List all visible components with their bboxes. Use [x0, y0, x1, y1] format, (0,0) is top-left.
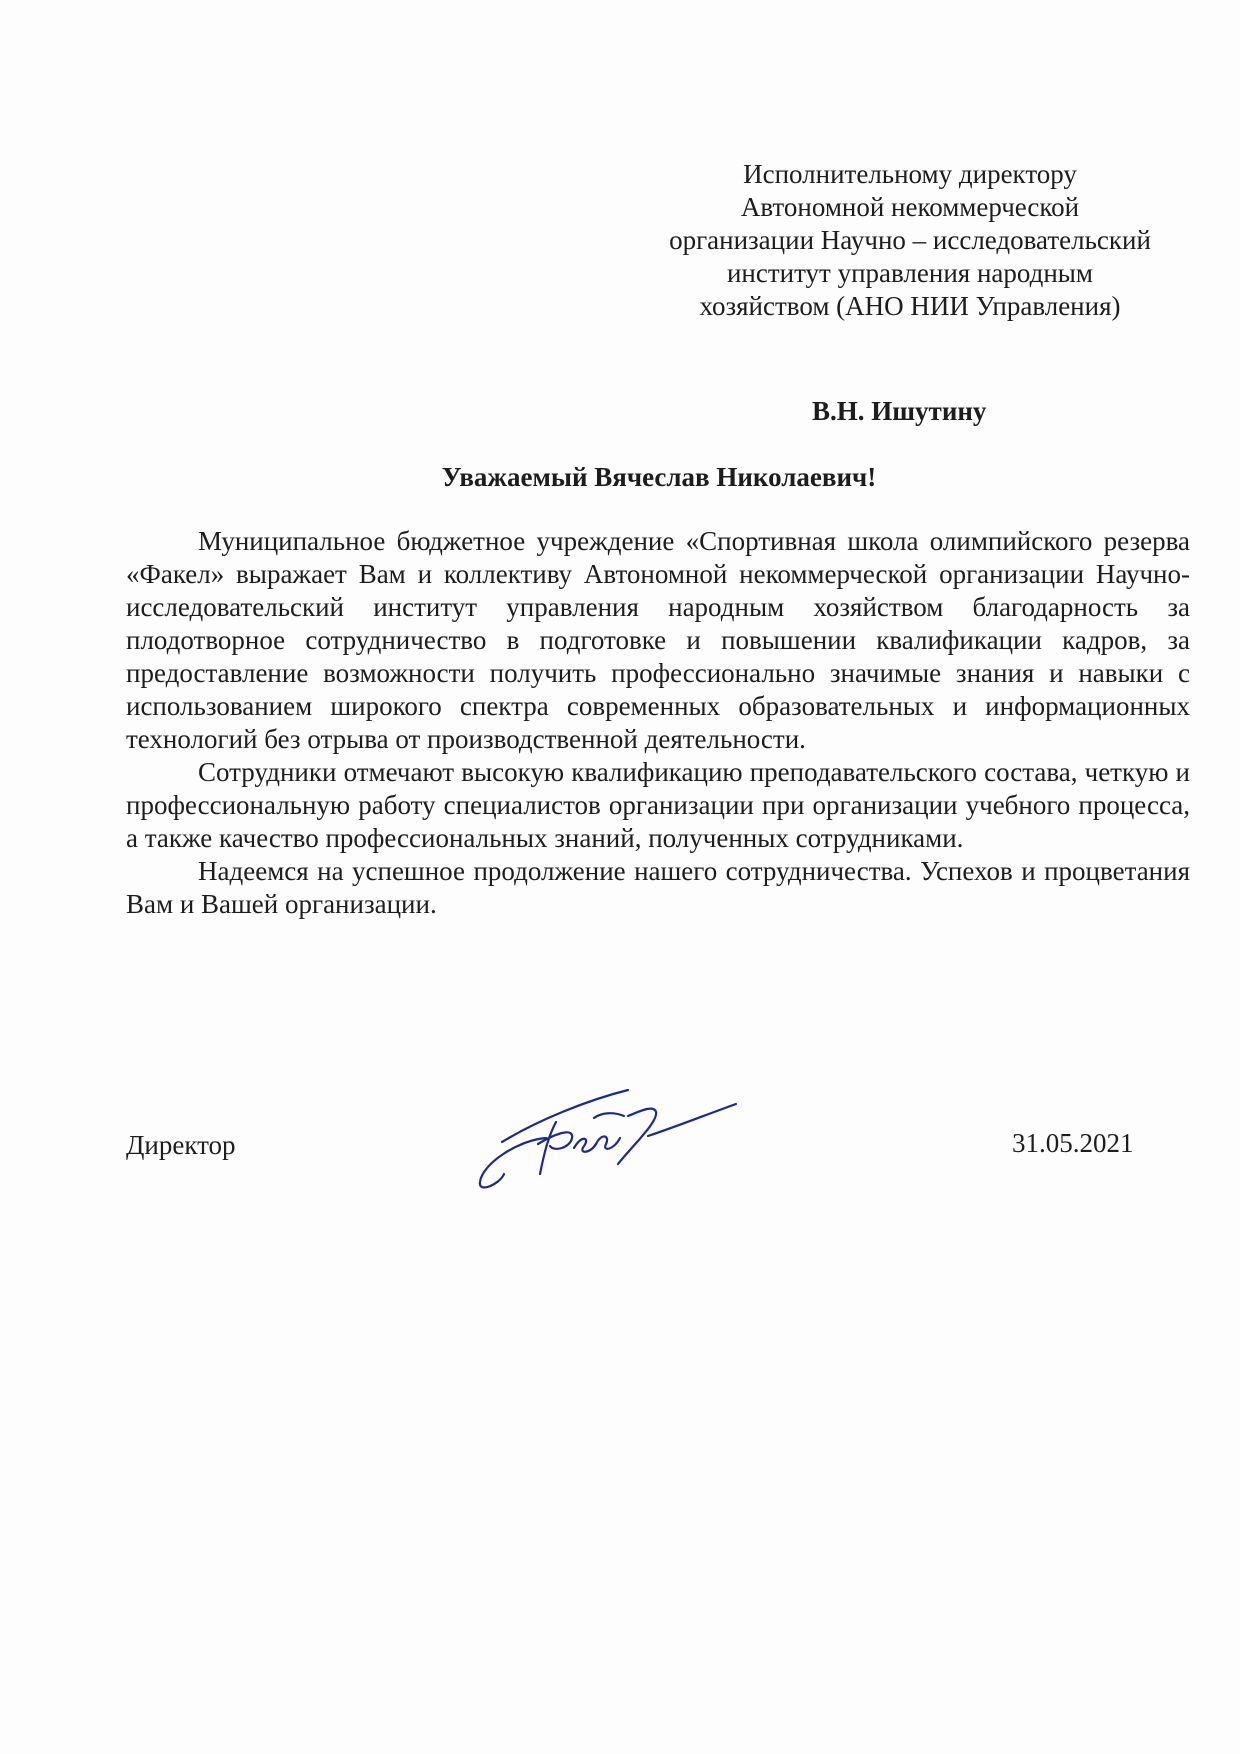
addressee-line: хозяйством (АНО НИИ Управления): [699, 291, 1121, 321]
letter-date: 31.05.2021: [1012, 1128, 1134, 1158]
letter-body: [126, 525, 1190, 921]
signature-stroke: [596, 1136, 620, 1148]
handwritten-signature: [478, 1082, 818, 1194]
addressee-block: [620, 158, 1200, 323]
addressee-line: институт управления народным: [726, 258, 1094, 288]
signature-stroke: [480, 1138, 546, 1187]
body-paragraph: Надеемся на успешное продолжение нашего сотрудничества. Успехов и процветания Вам и Вашей организации.: [126, 856, 1190, 919]
signature-title: Директор: [126, 1130, 236, 1160]
signature-stroke: [648, 1104, 736, 1136]
addressee-line: Исполнительному директору: [743, 159, 1077, 189]
body-paragraph: Сотрудники отмечают высокую квалификацию преподавательского состава, четкую и профессиональную работу специалистов организации при организации учебного процесса, а также качество профессиональных знаний, полученных сотрудниками.: [126, 757, 1190, 853]
addressee-line: Автономной некоммерческой: [740, 192, 1080, 222]
recipient-name: В.Н. Ишутину: [812, 396, 987, 426]
signature-stroke: [574, 1139, 596, 1152]
body-paragraph: Муниципальное бюджетное учреждение «Спортивная школа олимпийского резерва «Факел» выражает Вам и коллективу Автономной некоммерческой организации Научно-исследовательский институт управления народным хозяйством благодарность за плодотворное сотрудничество в подготовке и повышении квалификации кадров, за предоставление возможности получить профессионально значимые знания и навыки с использованием широкого спектра современных образовательных и информационных технологий без отрыва от производственной деятельности.: [126, 526, 1190, 754]
addressee-line: организации Научно – исследовательский: [669, 225, 1151, 255]
signature-stroke: [538, 1132, 572, 1148]
salutation: Уважаемый Вячеслав Николаевич!: [441, 462, 877, 492]
signature-stroke: [594, 1113, 624, 1118]
signature-stroke: [502, 1090, 628, 1142]
